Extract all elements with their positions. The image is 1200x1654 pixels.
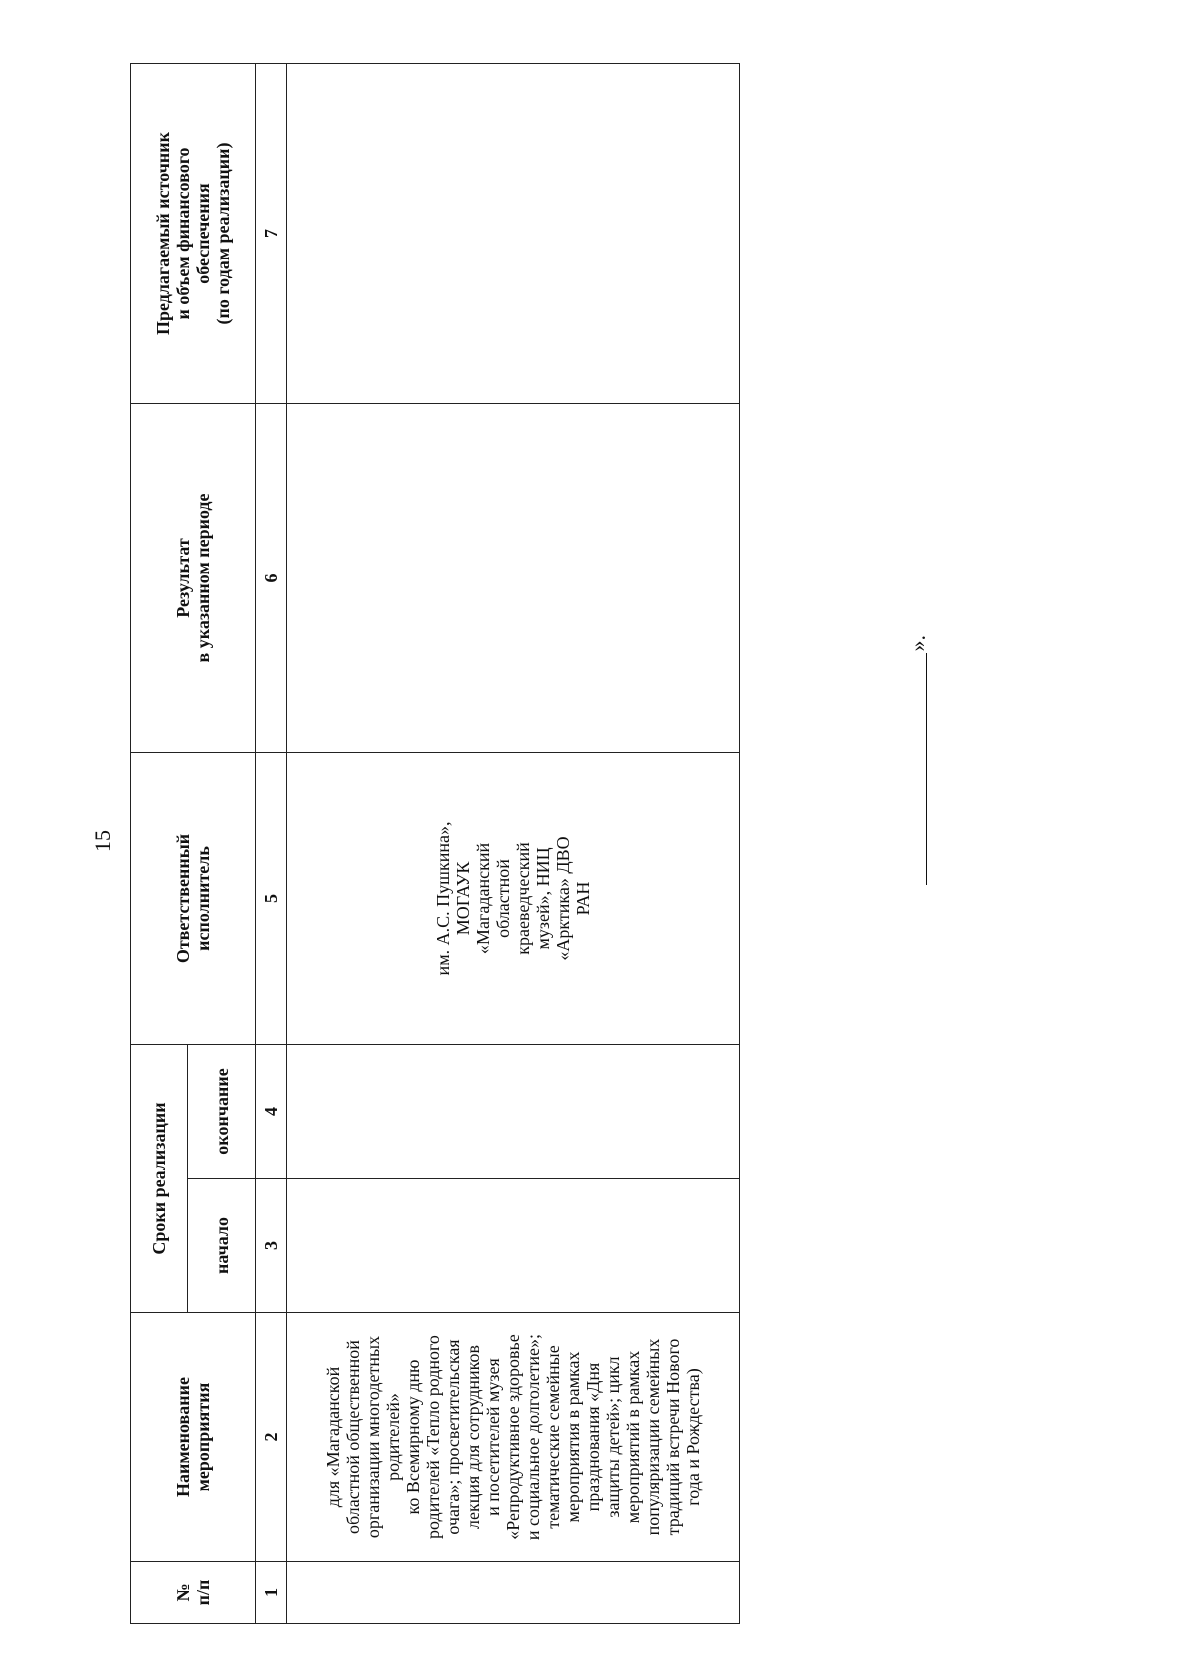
cell-result xyxy=(287,403,740,752)
closing-underline xyxy=(926,654,927,886)
activities-table xyxy=(130,63,740,1624)
cell-start xyxy=(287,1179,740,1313)
header-terms: Сроки реализации xyxy=(131,1044,188,1312)
page-number: 15 xyxy=(90,830,115,852)
header-name: Наименование мероприятия xyxy=(131,1313,256,1562)
column-number: 2 xyxy=(256,1313,287,1562)
column-number: 1 xyxy=(256,1562,287,1624)
cell-responsible: им. А.С. Пушкина», МОГАУК «Магаданский областной краеведческий музей», НИЦ «Арктика» ДВО РАН xyxy=(287,752,740,1044)
header-row xyxy=(131,63,188,1623)
cell-num xyxy=(287,1562,740,1624)
closing-quote: ». xyxy=(905,635,930,652)
header-funding: Предлагаемый источник и объем финансового обеспечения (по годам реализации) xyxy=(131,63,256,403)
table-row xyxy=(287,63,740,1623)
header-result: Результат в указанном периоде xyxy=(131,403,256,752)
column-number: 4 xyxy=(256,1044,287,1178)
column-number: 6 xyxy=(256,403,287,752)
header-num: № п/п xyxy=(131,1562,256,1624)
header-start: начало xyxy=(188,1179,256,1313)
numbering-row xyxy=(256,63,287,1623)
cell-end xyxy=(287,1044,740,1178)
column-number: 7 xyxy=(256,63,287,403)
cell-funding xyxy=(287,63,740,403)
header-responsible: Ответственный исполнитель xyxy=(131,752,256,1044)
column-number: 5 xyxy=(256,752,287,1044)
closing-line xyxy=(901,635,931,885)
cell-name: для «Магаданской областной общественной организации многодетных родителей» ко Всемирному дню родителей «Тепло родного очага»; просветительская лекция для сотрудников и посетителей музея «Репродуктивное здоровье и социальное долголетие»; тематические семейные мероприятия в рамках празднования «Дня защиты детей»; цикл мероприятий в рамках популяризации семейных традиций встречи Нового года и Рождества) xyxy=(287,1313,740,1562)
column-number: 3 xyxy=(256,1179,287,1313)
header-end: окончание xyxy=(188,1044,256,1178)
rotated-table-container xyxy=(130,64,740,1624)
